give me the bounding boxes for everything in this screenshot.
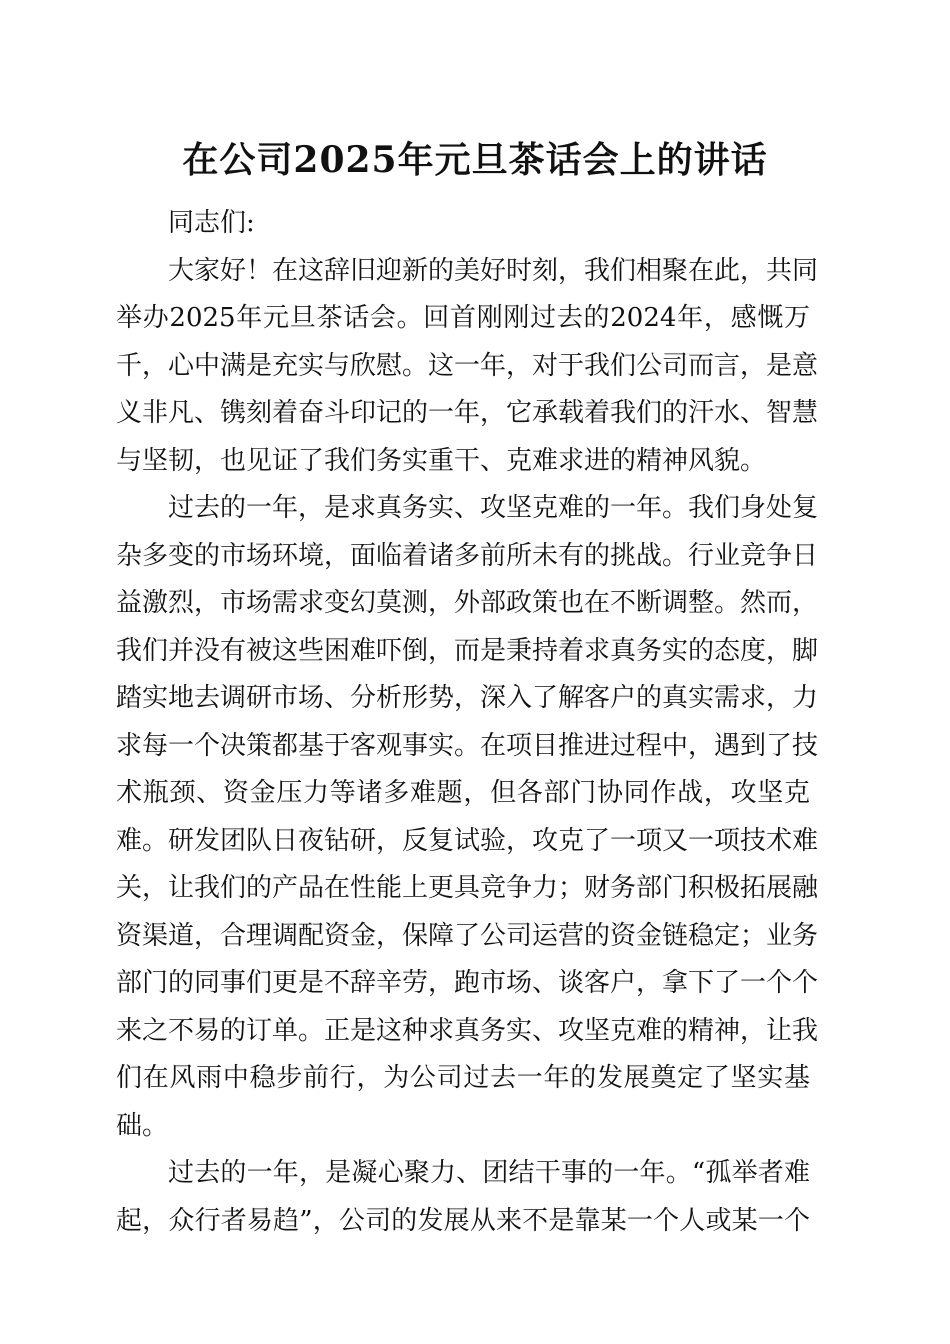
paragraph-line: 义非凡、镌刻着奋斗印记的一年，它承载着我们的汗水、智慧 bbox=[116, 398, 819, 428]
paragraph-line: 础。 bbox=[116, 1110, 169, 1141]
paragraph-line: 难。研发团队日夜钻研，反复试验，攻克了一项又一项技术难 bbox=[116, 825, 819, 856]
paragraph-2 bbox=[116, 485, 819, 1150]
paragraph-line: 大家好！在这辞旧迎新的美好时刻，我们相聚在此，共同 bbox=[168, 255, 819, 286]
paragraph-line: 资渠道，合理调配资金，保障了公司运营的资金链稳定；业务 bbox=[116, 920, 819, 951]
paragraph-line: 踏实地去调研市场、分析形势，深入了解客户的真实需求，力 bbox=[116, 683, 819, 713]
document-body bbox=[116, 200, 819, 1245]
salutation: 同志们: bbox=[168, 208, 255, 238]
paragraph-line: 过去的一年，是求真务实、攻坚克难的一年。我们身处复 bbox=[168, 493, 819, 523]
document-title: 在公司2025年元旦茶话会上的讲话 bbox=[182, 139, 768, 181]
paragraph-line: 过去的一年，是凝心聚力、团结干事的一年。“孤举者难 bbox=[168, 1158, 810, 1188]
paragraph-line: 我们并没有被这些困难吓倒，而是秉持着求真务实的态度，脚 bbox=[116, 635, 819, 666]
paragraph-line: 杂多变的市场环境，面临着诸多前所未有的挑战。行业竞争日 bbox=[116, 540, 819, 571]
paragraph-3 bbox=[116, 1150, 810, 1245]
paragraph-line: 术瓶颈、资金压力等诸多难题，但各部门协同作战，攻坚克 bbox=[116, 778, 810, 808]
paragraph-line: 千，心中满是充实与欣慰。这一年，对于我们公司而言，是意 bbox=[116, 350, 819, 381]
paragraph-line: 来之不易的订单。正是这种求真务实、攻坚克难的精神，让我 bbox=[116, 1015, 819, 1046]
paragraph-line: 关，让我们的产品在性能上更具竞争力；财务部门积极拓展融 bbox=[116, 873, 819, 903]
paragraph-line: 与坚韧，也见证了我们务实重干、克难求进的精神风貌。 bbox=[116, 445, 767, 476]
paragraph-line: 部门的同事们更是不辞辛劳，跑市场、谈客户，拿下了一个个 bbox=[116, 968, 819, 998]
paragraph-line: 益激烈，市场需求变幻莫测，外部政策也在不断调整。然而， bbox=[116, 588, 819, 618]
paragraph-line: 举办2025年元旦茶话会。回首刚刚过去的2024年，感慨万 bbox=[116, 303, 810, 333]
paragraph-line: 起，众行者易趋”，公司的发展从来不是靠某一个人或某一个 bbox=[116, 1205, 810, 1236]
paragraph-line: 求每一个决策都基于客观事实。在项目推进过程中，遇到了技 bbox=[116, 730, 819, 761]
paragraph-line: 们在风雨中稳步前行，为公司过去一年的发展奠定了坚实基 bbox=[116, 1063, 810, 1093]
paragraph-1 bbox=[116, 248, 819, 486]
